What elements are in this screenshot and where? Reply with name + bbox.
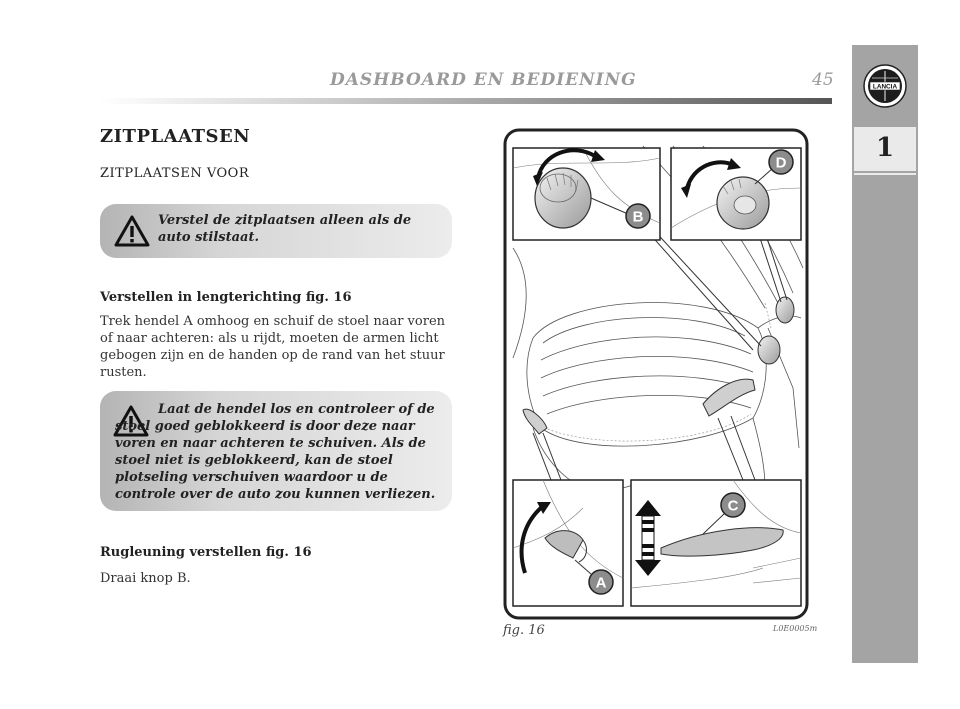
callout-d: D [775,154,787,172]
length-adjust-body: Trek hendel A omhoog en schuif de stoel naar voren of naar achteren: als u rijdt, moeten de armen licht gebogen zijn en de handen op de rand van het stuur rusten. [100,314,446,380]
backrest-adjust-body: Draai knop B. [100,571,191,586]
tab-stripe [854,173,916,175]
logo-box [852,45,918,125]
chapter-number: 1 [875,133,895,163]
logo-text: LANCIA [872,83,898,91]
warning-triangle-icon [114,215,150,247]
callout-c: C [727,497,739,515]
section-subtitle: ZITPLAATSEN VOOR [100,166,250,181]
warning-text-2: Laat de hendel los en controleer of de stoel goed geblokkeerd is door deze naar voren en naar achteren te schuiven. Als de stoel niet is geblokkeerd, kan de stoel plotseling verschuiven waardoor u de controle over de auto zou kunnen verliezen. [115,402,436,502]
warning-text-1: Verstel de zitplaatsen alleen als de auto stilstaat. [158,213,412,245]
section-title: ZITPLAATSEN [100,126,251,147]
page-number: 45 [812,70,834,90]
running-header-title: DASHBOARD EN BEDIENING [330,70,637,90]
length-adjust-heading: Verstellen in lengterichting fig. 16 [100,290,352,305]
seat-adjustment-figure [503,128,809,620]
callout-b: B [632,208,644,226]
callout-a: A [595,574,607,592]
figure-code: L0E0005m [773,624,818,633]
figure-caption: fig. 16 [503,623,545,638]
lancia-logo-icon [852,45,918,125]
backrest-adjust-heading: Rugleuning verstellen fig. 16 [100,545,312,560]
header-rule [100,98,832,104]
